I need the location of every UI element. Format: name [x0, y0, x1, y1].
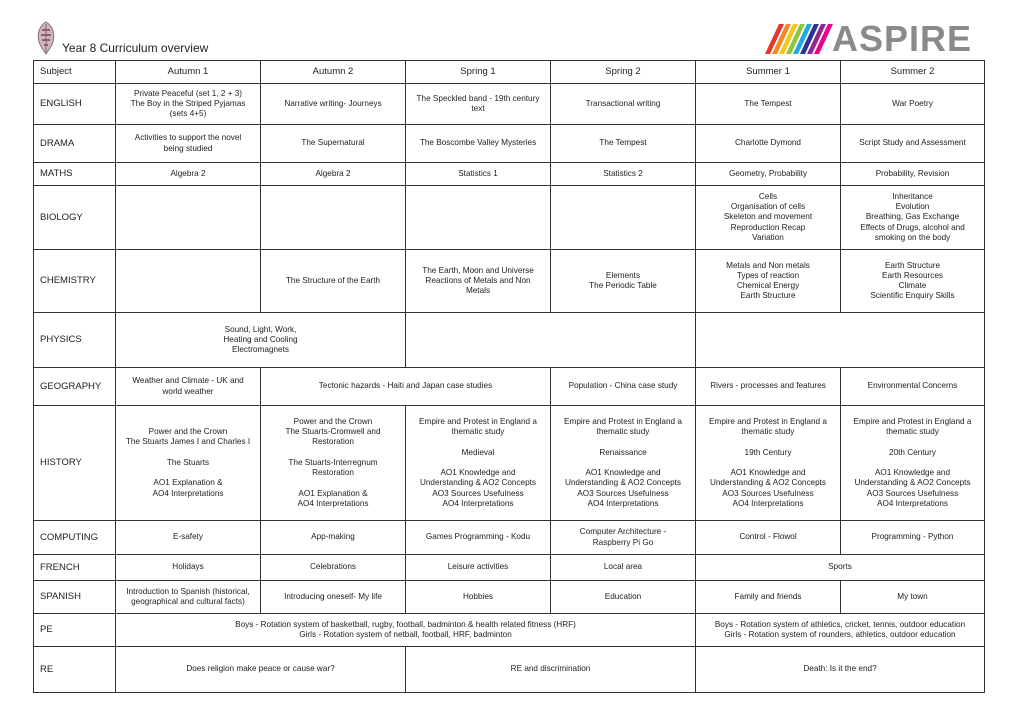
english-autumn-1: Private Peaceful (set 1, 2 + 3) The Boy in the Striped Pyjamas (sets 4+5)	[116, 84, 261, 125]
header-summer-1: Summer 1	[696, 61, 841, 84]
biology-autumn-2	[261, 186, 406, 250]
subject-geography: GEOGRAPHY	[34, 368, 116, 406]
re-autumn: Does religion make peace or cause war?	[116, 647, 406, 693]
biology-spring-2	[551, 186, 696, 250]
drama-summer-1: Charlotte Dymond	[696, 125, 841, 163]
physics-summer	[696, 313, 985, 368]
page-title: Year 8 Curriculum overview	[62, 41, 209, 55]
header-subject: Subject	[34, 61, 116, 84]
subject-physics: PHYSICS	[34, 313, 116, 368]
spanish-autumn-2: Introducing oneself- My life	[261, 581, 406, 614]
chemistry-spring-1: The Earth, Moon and Universe Reactions of Metals and Non Metals	[406, 250, 551, 313]
subject-computing: COMPUTING	[34, 521, 116, 555]
geography-spring-2: Population - China case study	[551, 368, 696, 406]
row-drama	[34, 125, 985, 163]
computing-spring-1: Games Programming - Kodu	[406, 521, 551, 555]
subject-maths: MATHS	[34, 163, 116, 186]
spanish-spring-2: Education	[551, 581, 696, 614]
english-spring-1: The Speckled band - 19th century text	[406, 84, 551, 125]
re-summer: Death: Is it the end?	[696, 647, 985, 693]
subject-history: HISTORY	[34, 406, 116, 521]
header-summer-2: Summer 2	[841, 61, 985, 84]
drama-summer-2: Script Study and Assessment	[841, 125, 985, 163]
row-pe	[34, 614, 985, 647]
row-french	[34, 555, 985, 581]
english-autumn-2: Narrative writing- Journeys	[261, 84, 406, 125]
spanish-autumn-1: Introduction to Spanish (historical, geographical and cultural facts)	[116, 581, 261, 614]
spanish-spring-1: Hobbies	[406, 581, 551, 614]
spanish-summer-2: My town	[841, 581, 985, 614]
subject-re: RE	[34, 647, 116, 693]
spanish-summer-1: Family and friends	[696, 581, 841, 614]
maths-spring-1: Statistics 1	[406, 163, 551, 186]
header-autumn-2: Autumn 2	[261, 61, 406, 84]
computing-autumn-1: E-safety	[116, 521, 261, 555]
row-physics	[34, 313, 985, 368]
french-summer: Sports	[696, 555, 985, 581]
header-spring-1: Spring 1	[406, 61, 551, 84]
computing-spring-2: Computer Architecture - Raspberry Pi Go	[551, 521, 696, 555]
english-summer-1: The Tempest	[696, 84, 841, 125]
geography-summer-1: Rivers - processes and features	[696, 368, 841, 406]
maths-summer-2: Probability, Revision	[841, 163, 985, 186]
french-spring-1: Leisure activities	[406, 555, 551, 581]
computing-summer-2: Programming - Python	[841, 521, 985, 555]
drama-spring-2: The Tempest	[551, 125, 696, 163]
header-row	[34, 61, 985, 84]
aspire-logo	[772, 18, 973, 59]
biology-summer-1: Cells Organisation of cells Skeleton and movement Reproduction Recap Variation	[696, 186, 841, 250]
header-spring-2: Spring 2	[551, 61, 696, 84]
chemistry-spring-2: Elements The Periodic Table	[551, 250, 696, 313]
subject-pe: PE	[34, 614, 116, 647]
french-autumn-1: Holidays	[116, 555, 261, 581]
history-autumn-2: Power and the Crown The Stuarts-Cromwell and Restoration The Stuarts-Interregnum Restoration AO1 Explanation & AO4 Interpretations	[261, 406, 406, 521]
chemistry-summer-1: Metals and Non metals Types of reaction Chemical Energy Earth Structure	[696, 250, 841, 313]
drama-autumn-1: Activities to support the novel being studied	[116, 125, 261, 163]
biology-spring-1	[406, 186, 551, 250]
computing-summer-1: Control - Flowol	[696, 521, 841, 555]
chemistry-autumn-1	[116, 250, 261, 313]
physics-spring	[406, 313, 696, 368]
chemistry-summer-2: Earth Structure Earth Resources Climate Scientific Enquiry Skills	[841, 250, 985, 313]
biology-summer-2: Inheritance Evolution Breathing, Gas Exchange Effects of Drugs, alcohol and smoking on the body	[841, 186, 985, 250]
geography-summer-2: Environmental Concerns	[841, 368, 985, 406]
row-re	[34, 647, 985, 693]
subject-french: FRENCH	[34, 555, 116, 581]
row-maths	[34, 163, 985, 186]
chemistry-autumn-2: The Structure of the Earth	[261, 250, 406, 313]
history-spring-2: Empire and Protest in England a thematic study Renaissance AO1 Knowledge and Understanding & AO2 Concepts AO3 Sources Usefulness AO4 Interpretations	[551, 406, 696, 521]
physics-autumn: Sound, Light, Work, Heating and Cooling Electromagnets	[116, 313, 406, 368]
aspire-stripes	[772, 24, 828, 54]
re-spring: RE and discrimination	[406, 647, 696, 693]
pe-summer: Boys - Rotation system of athletics, cricket, tennis, outdoor education Girls - Rotation system of rounders, athletics, outdoor education	[696, 614, 985, 647]
subject-chemistry: CHEMISTRY	[34, 250, 116, 313]
subject-spanish: SPANISH	[34, 581, 116, 614]
computing-autumn-2: App-making	[261, 521, 406, 555]
drama-autumn-2: The Supernatural	[261, 125, 406, 163]
pe-autumn-spring: Boys - Rotation system of basketball, rugby, football, badminton & health related fitness (HRF) Girls - Rotation system of netball, football, HRF, badminton	[116, 614, 696, 647]
subject-english: ENGLISH	[34, 84, 116, 125]
row-chemistry	[34, 250, 985, 313]
school-crest-logo	[33, 20, 59, 56]
biology-autumn-1	[116, 186, 261, 250]
row-english	[34, 84, 985, 125]
subject-drama: DRAMA	[34, 125, 116, 163]
maths-autumn-2: Algebra 2	[261, 163, 406, 186]
subject-biology: BIOLOGY	[34, 186, 116, 250]
row-spanish	[34, 581, 985, 614]
row-computing	[34, 521, 985, 555]
french-spring-2: Local area	[551, 555, 696, 581]
maths-spring-2: Statistics 2	[551, 163, 696, 186]
english-spring-2: Transactional writing	[551, 84, 696, 125]
maths-autumn-1: Algebra 2	[116, 163, 261, 186]
curriculum-table	[33, 60, 985, 693]
english-summer-2: War Poetry	[841, 84, 985, 125]
french-autumn-2: Celebrations	[261, 555, 406, 581]
row-biology	[34, 186, 985, 250]
history-summer-2: Empire and Protest in England a thematic study 20th Century AO1 Knowledge and Understanding & AO2 Concepts AO3 Sources Usefulness AO4 Interpretations	[841, 406, 985, 521]
maths-summer-1: Geometry, Probability	[696, 163, 841, 186]
row-geography	[34, 368, 985, 406]
geography-autumn-2-spring-1: Tectonic hazards - Haiti and Japan case studies	[261, 368, 551, 406]
drama-spring-1: The Boscombe Valley Mysteries	[406, 125, 551, 163]
history-spring-1: Empire and Protest in England a thematic study Medieval AO1 Knowledge and Understanding & AO2 Concepts AO3 Sources Usefulness AO4 Interpretations	[406, 406, 551, 521]
history-summer-1: Empire and Protest in England a thematic study 19th Century AO1 Knowledge and Understanding & AO2 Concepts AO3 Sources Usefulness AO4 Interpretations	[696, 406, 841, 521]
geography-autumn-1: Weather and Climate - UK and world weather	[116, 368, 261, 406]
row-history	[34, 406, 985, 521]
header-autumn-1: Autumn 1	[116, 61, 261, 84]
aspire-brand-text: ASPIRE	[832, 18, 973, 59]
history-autumn-1: Power and the Crown The Stuarts James I and Charles I The Stuarts AO1 Explanation & AO4 Interpretations	[116, 406, 261, 521]
